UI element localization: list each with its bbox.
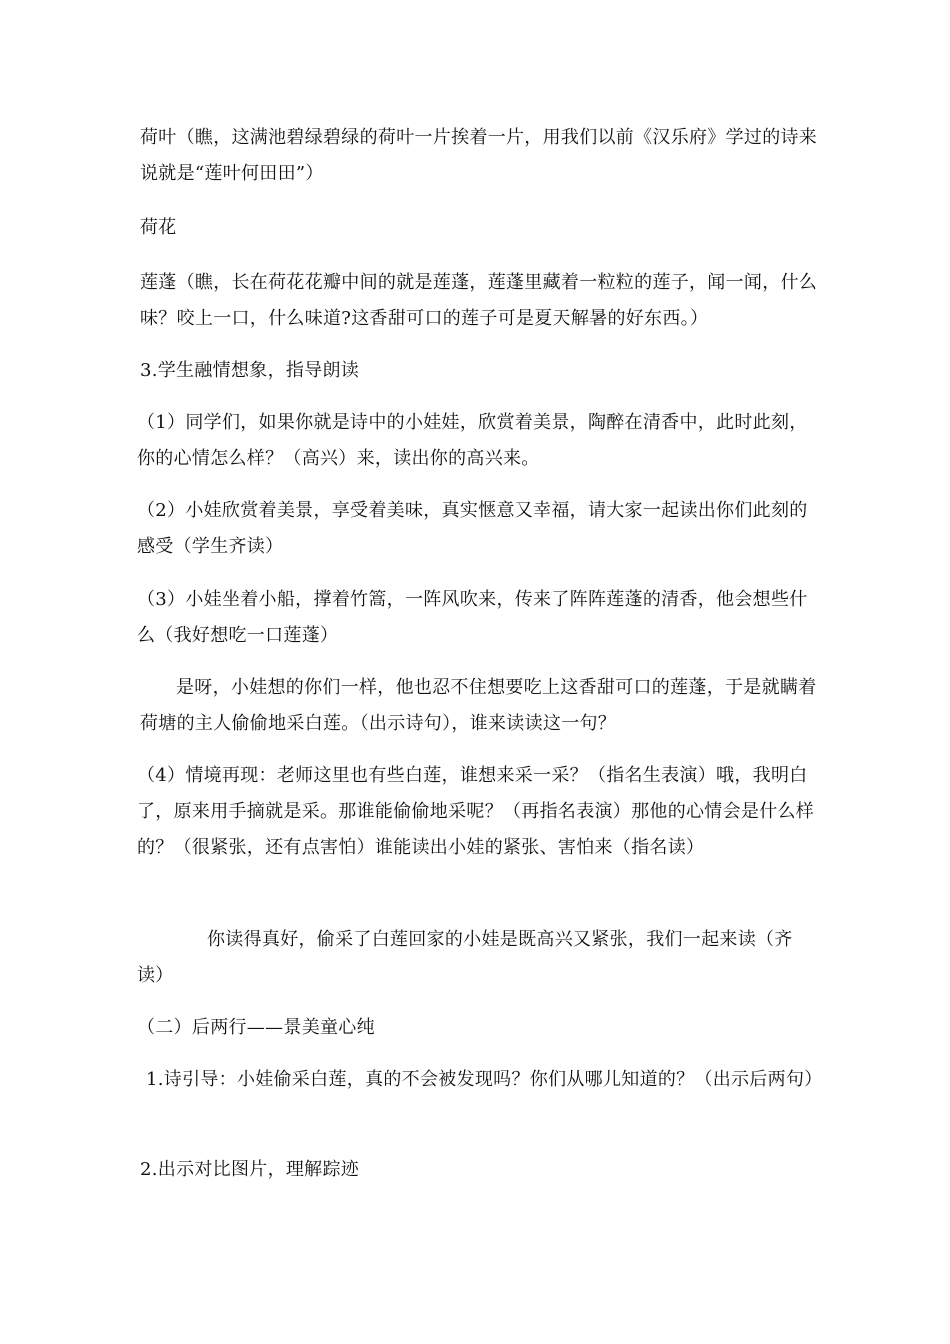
paragraph-section-2: （二）后两行——景美童心纯 xyxy=(137,1017,375,1038)
paragraph-item-3: （3）小娃坐着小船，撑着竹篙，一阵风吹来，传来了阵阵莲蓬的清香，他会想些什么（我好想吃一口莲蓬） xyxy=(137,589,808,646)
paragraph-lotus-pod: 莲蓬（瞧，长在荷花花瓣中间的就是莲蓬，莲蓬里藏着一粒粒的莲子，闻一闻，什么味？咬上一口，什么味道?这香甜可口的莲子可是夏天解暑的好东西。） xyxy=(140,272,818,329)
paragraph-response: 是呀，小娃想的你们一样，他也忍不住想要吃上这香甜可口的莲蓬，于是就瞒着荷塘的主人偷偷地采白莲。（出示诗句），谁来读读这一句？ xyxy=(140,677,817,734)
paragraph-lotus-flower: 荷花 xyxy=(140,217,177,238)
paragraph-item-4: （4）情境再现：老师这里也有些白莲，谁想来采一采？（指名生表演）哦，我明白了，原来用手摘就是采。那谁能偷偷地采呢？（再指名表演）那他的心情会是什么样的？（很紧张，还有点害怕）谁能读出小娃的紧张、害怕来（指名读） xyxy=(137,765,815,858)
paragraph-item-2: （2）小娃欣赏着美景，享受着美味，真实惬意又幸福，请大家一起读出你们此刻的感受（学生齐读） xyxy=(137,500,808,557)
paragraph-step-3: 3.学生融情想象，指导朗读 xyxy=(140,360,360,381)
paragraph-item-1: （1）同学们，如果你就是诗中的小娃娃，欣赏着美景，陶醉在清香中，此时此刻，你的心情怎么样？（高兴）来，读出你的高兴来。 xyxy=(137,412,808,469)
paragraph-step-1: 1.诗引导：小娃偷采白莲，真的不会被发现吗？你们从哪儿知道的？（出示后两句） xyxy=(146,1069,823,1090)
paragraph-step-2: 2.出示对比图片，理解踪迹 xyxy=(140,1159,360,1180)
paragraph-lotus-leaf: 荷叶（瞧，这满池碧绿碧绿的荷叶一片挨着一片，用我们以前《汉乐府》学过的诗来说就是“莲叶何田田”） xyxy=(140,127,818,184)
paragraph-praise: 你读得真好，偷采了白莲回家的小娃是既高兴又紧张，我们一起来读（齐读） xyxy=(137,929,793,986)
